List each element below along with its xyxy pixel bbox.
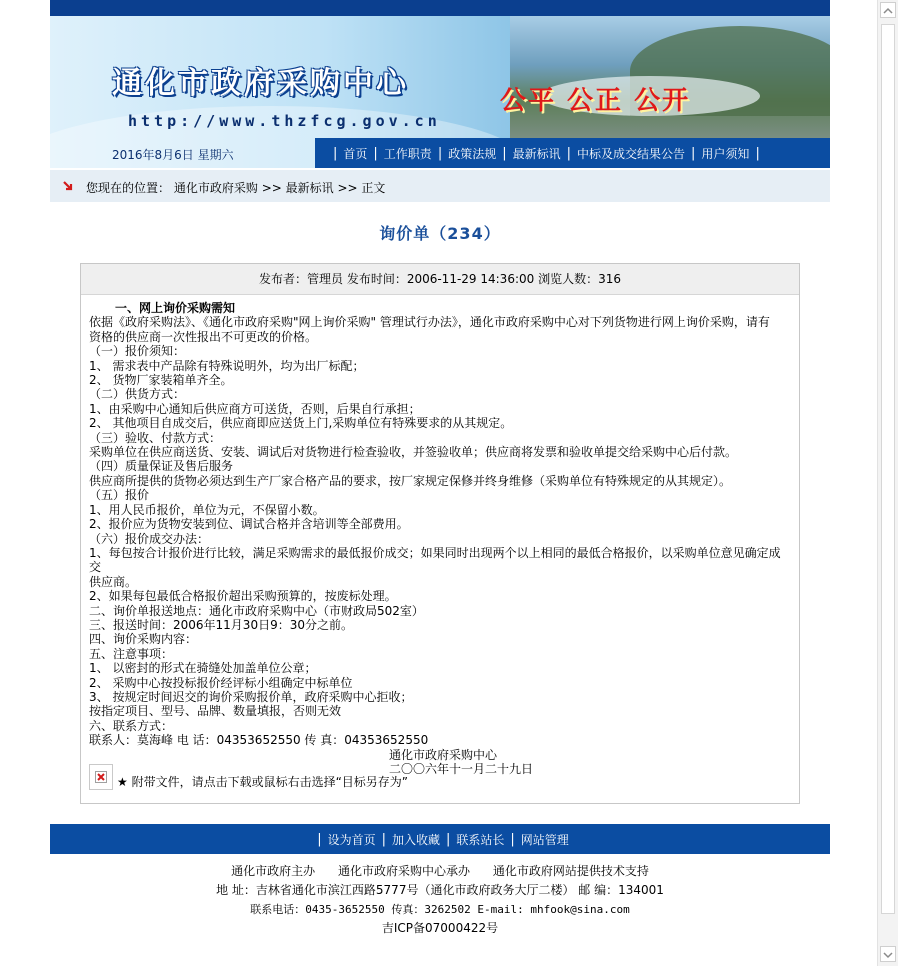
add-favorite-link[interactable]: 加入收藏 — [391, 832, 440, 847]
content-line: （一）报价须知： — [89, 344, 186, 359]
menu-separator: | — [373, 145, 378, 161]
nav-latest-bids[interactable]: 最新标讯 — [512, 146, 561, 161]
footer-sponsors: 通化市政府主办 通化市政府采购中心承办 通化市政府网站提供技术支持 — [231, 864, 649, 878]
content-line: 供应商。 — [89, 574, 138, 589]
content-line: 2、如果每包最低合格报价超出采购预算的，按废标处理。 — [89, 589, 397, 604]
article-content — [81, 295, 799, 776]
content-line: （四）质量保证及售后服务 — [89, 459, 234, 474]
menu-separator: | — [755, 145, 760, 161]
breadcrumb-item[interactable]: 通化市政府采购 — [173, 181, 258, 195]
slogan: 公平 公正 公开 — [500, 86, 691, 116]
signature-date: 二〇〇六年十一月二十九日 — [389, 762, 534, 776]
content-line: 2、报价应为货物安装到位、调试合格并含培训等全部费用。 — [89, 517, 409, 532]
red-arrow-icon — [62, 180, 74, 192]
content-line: 二、询价单报送地点：通化市政府采购中心（市财政局502室） — [89, 603, 424, 618]
content-line: 五、注意事项： — [89, 646, 174, 661]
chevron-up-icon — [881, 4, 895, 18]
content-line: 1、用人民币报价，单位为元，不保留小数。 — [89, 502, 325, 517]
current-date: 2016年8月6日 星期六 — [112, 148, 234, 162]
article-meta: 发布者：管理员 发布时间：2006-11-29 14:36:00 浏览人数：316 — [81, 264, 799, 295]
content-line: 三、报送时间：2006年11月30日9：30分之前。 — [89, 617, 353, 632]
menu-separator: | — [691, 145, 696, 161]
banner-city-scene — [510, 16, 830, 138]
scroll-down-button[interactable] — [880, 946, 896, 962]
contact-admin-link[interactable]: 联系站长 — [456, 832, 505, 847]
content-line: 六、联系方式： — [89, 718, 174, 733]
article-title: 询价单（234） — [379, 224, 501, 243]
scroll-up-button[interactable] — [880, 2, 896, 18]
main-menu — [315, 138, 830, 168]
nav-results[interactable]: 中标及成交结果公告 — [577, 146, 686, 161]
vertical-scrollbar[interactable] — [877, 0, 898, 966]
content-line: 2、 采购中心按投标报价经评标小组确定中标单位 — [89, 675, 353, 690]
menu-separator: | — [446, 831, 451, 847]
content-line: （三）验收、付款方式： — [89, 430, 222, 445]
attachment-text: ★ 附带文件，请点击下载或鼠标右击选择“目标另存为” — [117, 775, 409, 789]
content-line: 3、 按规定时间迟交的询价采购报价单，政府采购中心拒收； — [89, 689, 413, 704]
menu-separator: | — [566, 145, 572, 161]
menu-separator: | — [317, 831, 322, 847]
breadcrumb-item[interactable]: 最新标讯 — [285, 181, 334, 195]
nav-duties[interactable]: 工作职责 — [383, 146, 432, 161]
section-title: 一、网上询价采购需知 — [115, 301, 236, 315]
content-line: 供应商所提供的货物必须达到生产厂家合格产品的要求，按厂家规定保修并终身维修（采购单位有特殊规定的从其规定）。 — [89, 473, 732, 488]
site-url: http://www.thzfcg.gov.cn — [128, 112, 441, 130]
menu-separator: | — [381, 831, 386, 847]
nav-user-guide[interactable]: 用户须知 — [701, 146, 750, 161]
signature-org: 通化市政府采购中心 — [389, 747, 498, 762]
site-title: 通化市政府采购中心 — [112, 66, 409, 101]
content-line: 1、 需求表中产品除有特殊说明外，均为出厂标配； — [89, 358, 365, 373]
top-bar — [50, 0, 830, 16]
set-homepage-link[interactable]: 设为首页 — [327, 832, 376, 847]
menu-separator: | — [502, 145, 507, 161]
content-line: 依据《政府采购法》、《通化市政府采购"网上询价采购" 管理试行办法》，通化市政府采购中心对下列货物进行网上询价采购，请有 — [89, 315, 770, 330]
breadcrumb — [50, 170, 830, 202]
broken-image-cross-icon — [95, 771, 107, 783]
main-nav — [50, 138, 830, 168]
footer-nav — [50, 824, 830, 854]
footer-info — [50, 862, 830, 938]
content-line: （五）报价 — [89, 488, 150, 503]
breadcrumb-text — [86, 179, 385, 196]
content-line: 2、 货物厂家装箱单齐全。 — [89, 373, 233, 388]
breadcrumb-separator: >> — [261, 181, 282, 195]
content-line: 采购单位在供应商送货、安装、调试后对货物进行检查验收，并签验收单；供应商将发票和验收单提交给采购中心后付款。 — [89, 445, 738, 460]
content-line: 资格的供应商一次性报出不可更改的价格。 — [89, 329, 318, 344]
menu-separator: | — [437, 145, 443, 161]
footer-address: 地 址：吉林省通化市滨江西路5777号（通化市政府政务大厅二楼） 邮 编：134001 — [216, 883, 664, 897]
breadcrumb-current: 正文 — [361, 181, 386, 195]
content-line: 1、 以密封的形式在骑缝处加盖单位公章； — [89, 661, 317, 676]
article-box — [80, 263, 800, 804]
menu-separator: | — [333, 145, 338, 161]
content-line: 按指定项目、型号、品牌、数量填报，否则无效 — [89, 704, 342, 719]
content-line: 1、由采购中心通知后供应商方可送货，否则，后果自行承担； — [89, 401, 421, 416]
page — [50, 0, 830, 935]
attachment — [89, 764, 408, 790]
footer-icp: 吉ICP备07000422号 — [381, 921, 499, 935]
nav-home[interactable]: 首页 — [343, 146, 368, 161]
content-line: （六）报价成交办法： — [89, 531, 210, 546]
content-line: （二）供货方式： — [89, 387, 186, 402]
broken-image-icon[interactable] — [89, 764, 113, 790]
content-line: 联系人：莫海峰 电 话：04353652550 传 真：04353652550 — [89, 733, 429, 748]
breadcrumb-separator: >> — [337, 181, 358, 195]
breadcrumb-prefix: 您现在的位置： — [86, 181, 171, 195]
chevron-down-icon — [881, 948, 895, 962]
site-admin-link[interactable]: 网站管理 — [520, 832, 569, 847]
scroll-thumb[interactable] — [881, 24, 895, 914]
content-line: 2、 其他项目自成交后，供应商即应送货上门,采购单位有特殊要求的从其规定。 — [89, 416, 513, 431]
footer-contact: 联系电话：0435-3652550 传真：3262502 E-mail: mhfook@sina.com — [250, 903, 630, 916]
nav-policies[interactable]: 政策法规 — [448, 146, 497, 161]
content-line: 四、询价采购内容： — [89, 632, 198, 647]
content-line: 1、每包按合计报价进行比较，满足采购需求的最低报价成交；如果同时出现两个以上相同的最低合格报价，以采购单位意见确定成交 — [89, 545, 781, 575]
menu-separator: | — [510, 831, 515, 847]
